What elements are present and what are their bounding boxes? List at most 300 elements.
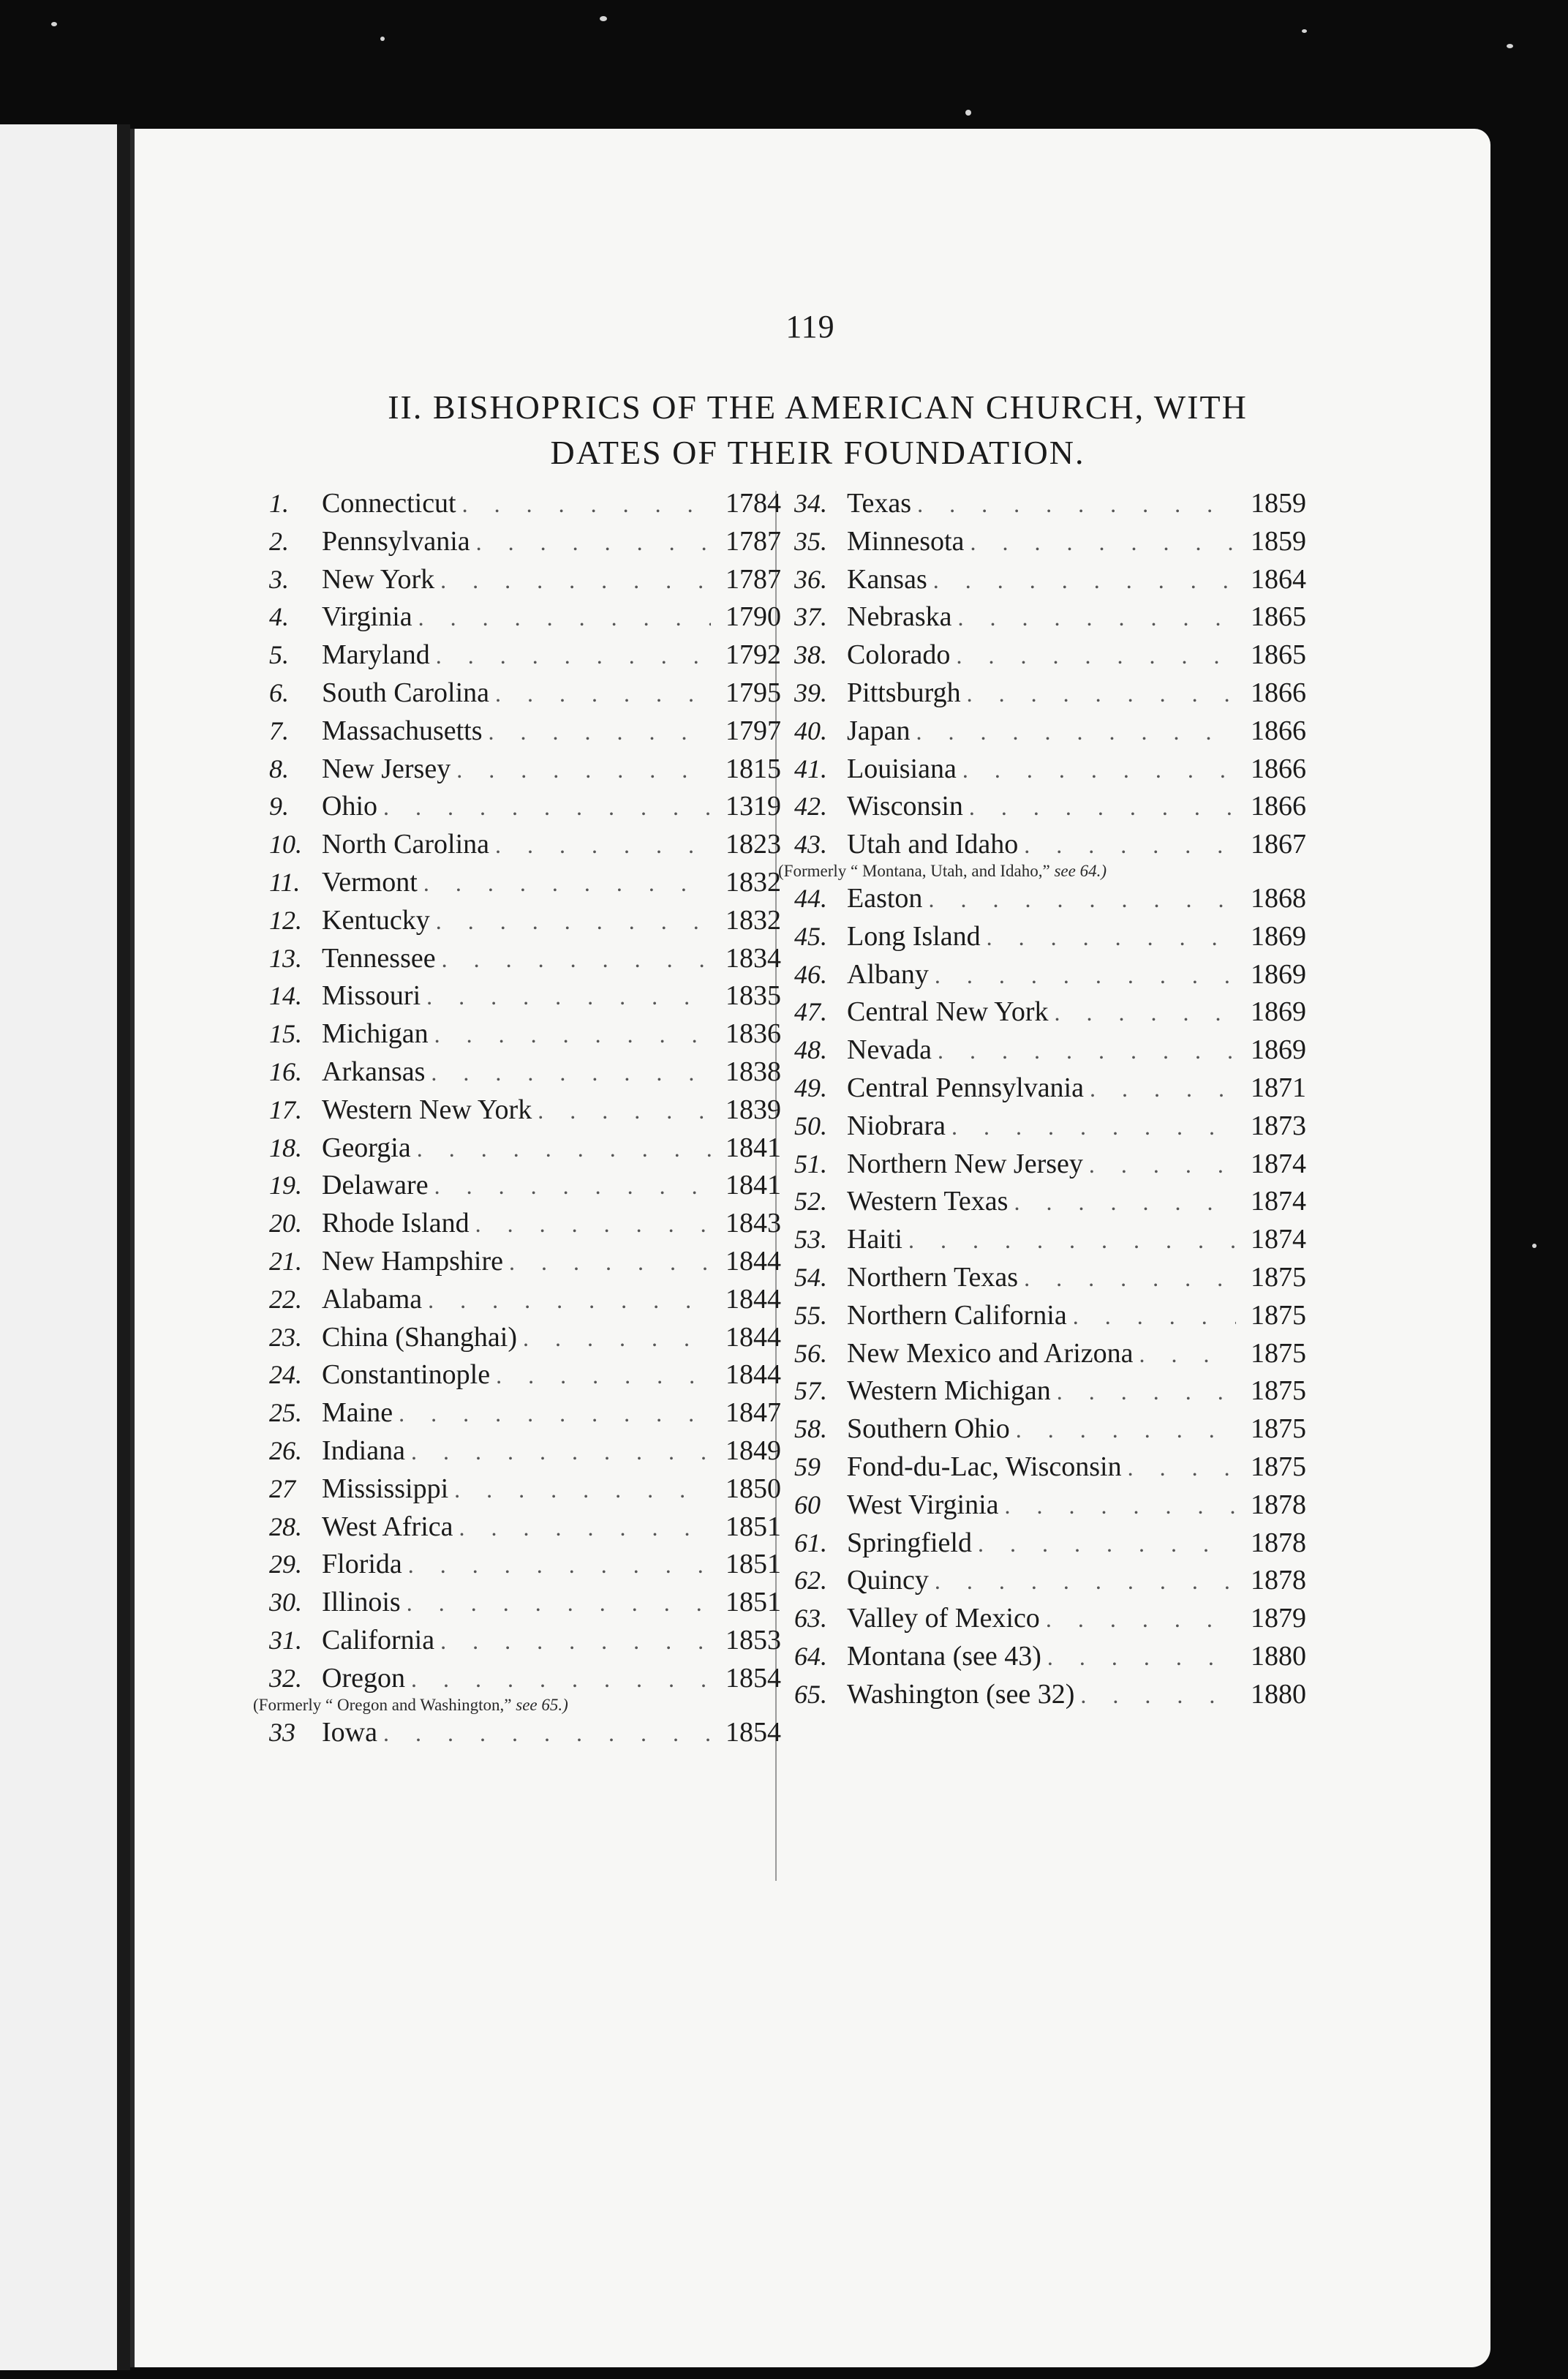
bishopric-entry [794,525,1306,563]
diocese-name: Central Pennsylvania [847,1072,1084,1103]
foundation-year: 1844 [725,1321,781,1353]
leader-dots [418,870,711,897]
diocese-name: Valley of Mexico [847,1603,1040,1634]
entry-number: 39. [794,677,827,707]
foundation-year: 1835 [725,980,781,1012]
bishopric-entry [794,639,1306,677]
diocese-name: China (Shanghai) [322,1321,518,1353]
foundation-year: 1847 [725,1397,781,1429]
leader-dots [470,1211,711,1238]
leader-dots [412,604,711,631]
foundation-year: 1875 [1251,1299,1306,1331]
entry-number: 29. [269,1549,302,1579]
bishopric-entry [794,1375,1306,1413]
dust-speck [1507,44,1513,48]
leader-dots [483,718,711,745]
leader-dots [957,756,1236,783]
leader-dots [951,604,1236,631]
diocese-name: Delaware [322,1170,429,1201]
leader-dots [961,680,1236,707]
foundation-year: 1869 [1251,920,1306,952]
diocese-name: Utah and Idaho [847,829,1019,860]
foundation-year: 1878 [1251,1527,1306,1558]
bishopric-entry [794,1148,1306,1186]
bishopric-entry [269,1397,781,1435]
diocese-name: Northern Texas [847,1261,1019,1293]
footnote [778,860,1306,882]
bishopric-entry [269,1716,781,1754]
leader-dots [911,718,1236,745]
bishopric-entry [269,715,781,753]
bishopric-entry [794,601,1306,639]
diocese-name: Springfield [847,1527,972,1558]
bishopric-entry [269,1624,781,1662]
diocese-name: Alabama [322,1283,423,1315]
bishopric-entry [794,1527,1306,1565]
leader-dots [1074,1682,1236,1709]
bishopric-entry [794,958,1306,996]
entry-number: 24. [269,1360,302,1390]
foundation-year: 1849 [725,1435,781,1466]
diocese-name: New York [322,563,435,595]
diocese-name: West Virginia [847,1489,999,1520]
entry-number: 55. [794,1300,827,1330]
bishopric-entry [269,866,781,904]
entry-number: 20. [269,1209,302,1239]
leader-dots [436,946,711,973]
leader-dots [434,567,711,594]
dust-speck [965,110,971,116]
bishopric-entry [794,1185,1306,1223]
leader-dots [453,1514,711,1541]
bishopric-entry [794,1413,1306,1451]
leader-dots [964,529,1236,556]
bishopric-entry [794,487,1306,525]
foundation-year: 1875 [1251,1337,1306,1369]
foundation-year: 1790 [725,601,781,633]
diocese-name: Illinois [322,1587,401,1618]
bishopric-entry [794,920,1306,958]
leader-dots [434,1628,711,1655]
entry-number: 4. [269,602,289,632]
bishopric-entry [269,1586,781,1624]
bishopric-entry [269,525,781,563]
bishopric-entry [269,487,781,525]
entry-number: 48. [794,1035,827,1065]
foundation-year: 1832 [725,904,781,936]
right-column [778,487,1306,1716]
leader-dots [911,491,1236,518]
entry-number: 45. [794,921,827,951]
diocese-name: Central New York [847,996,1049,1028]
entry-number: 51. [794,1149,827,1179]
diocese-name: Western New York [322,1094,532,1125]
entry-number: 15. [269,1019,302,1049]
diocese-name: Haiti [847,1224,902,1255]
entry-number: 56. [794,1338,827,1368]
leader-dots [517,1325,711,1352]
entry-number: 65. [794,1679,827,1709]
leader-dots [451,756,711,783]
heading-line-1: II. BISHOPRICS OF THE AMERICAN CHURCH, WITH [388,388,1248,426]
foundation-year: 1859 [1251,488,1306,519]
foundation-year: 1865 [1251,601,1306,633]
entry-number: 12. [269,905,302,935]
diocese-name: Florida [322,1549,402,1580]
foundation-year: 1853 [725,1624,781,1655]
leader-dots [1048,999,1236,1026]
leader-dots [421,983,711,1010]
bishopric-entry [794,753,1306,791]
bishopric-entry [794,1678,1306,1716]
footnote-reference: see 65.) [516,1695,568,1714]
foundation-year: 1823 [725,829,781,860]
leader-dots [1018,832,1236,859]
leader-dots [1122,1454,1236,1481]
diocese-name: Niobrara [847,1110,946,1141]
entry-number: 52. [794,1187,827,1217]
diocese-name: Constantinople [322,1359,491,1391]
diocese-name: California [322,1624,435,1655]
dust-speck [380,37,385,41]
entry-number: 21. [269,1246,302,1276]
diocese-name: Kansas [847,563,927,595]
leader-dots [929,1568,1236,1595]
bishopric-entry [269,1358,781,1397]
foundation-year: 1880 [1251,1640,1306,1672]
entry-number: 54. [794,1262,827,1292]
bishopric-entry [794,1299,1306,1337]
entry-number: 6. [269,677,289,707]
foundation-year: 1787 [725,563,781,595]
diocese-name: New Hampshire [322,1245,503,1277]
entry-number: 9. [269,792,289,822]
entry-number: 28. [269,1511,302,1541]
bishopric-entry [794,1489,1306,1527]
leader-dots [377,1720,711,1747]
footnote-reference: see 64.) [1054,861,1107,880]
entry-number: 26. [269,1435,302,1465]
leader-dots [402,1552,711,1579]
entry-number: 2. [269,526,289,556]
diocese-name: Nevada [847,1034,932,1066]
foundation-year: 1838 [725,1056,781,1087]
entry-number: 40. [794,715,827,745]
bishopric-entry [794,1451,1306,1489]
diocese-name: Long Island [847,920,981,952]
entry-number: 37. [794,602,827,632]
leader-dots [963,794,1236,821]
foundation-year: 1866 [1251,715,1306,746]
diocese-name: Massachusetts [322,715,483,746]
foundation-year: 1869 [1251,1034,1306,1066]
leader-dots [490,1362,711,1389]
foundation-year: 1871 [1251,1072,1306,1103]
diocese-name: Quincy [847,1565,929,1596]
entry-number: 5. [269,640,289,670]
entry-number: 17. [269,1094,302,1124]
foundation-year: 1874 [1251,1148,1306,1179]
bishopric-entry [269,753,781,791]
page-number: 119 [785,309,835,345]
diocese-name: Albany [847,958,929,990]
leader-dots [1083,1151,1236,1179]
diocese-name: Pennsylvania [322,525,470,557]
foundation-year: 1843 [725,1208,781,1239]
bishopric-entry [794,790,1306,828]
leader-dots [532,1097,711,1124]
diocese-name: Maryland [322,639,430,671]
bishopric-entry [269,1321,781,1359]
diocese-name: Easton [847,882,923,914]
bishopric-entry [794,563,1306,601]
leader-dots [393,1400,711,1427]
bishopric-entry [269,1094,781,1132]
foundation-year: 1851 [725,1511,781,1542]
diocese-name: Rhode Island [322,1208,470,1239]
entry-number: 46. [794,959,827,989]
book-page [130,129,1490,2367]
entry-number: 58. [794,1414,827,1444]
leader-dots [448,1476,711,1503]
foundation-year: 1319 [725,791,781,822]
foundation-year: 1834 [725,942,781,974]
entry-number: 3. [269,564,289,594]
entry-number: 14. [269,981,302,1011]
entry-number: 62. [794,1566,827,1596]
dust-speck [51,22,57,26]
foundation-year: 1869 [1251,996,1306,1028]
entry-number: 64. [794,1641,827,1671]
leader-dots [470,529,711,556]
entry-number: 41. [794,753,827,783]
entry-number: 22. [269,1284,302,1314]
bishopric-entry [794,715,1306,753]
diocese-name: Texas [847,488,912,519]
entry-number: 23. [269,1322,302,1352]
foundation-year: 1865 [1251,639,1306,671]
entry-number: 1. [269,489,289,518]
diocese-name: New Jersey [322,753,451,784]
dust-speck [600,16,607,21]
bishopric-entry [794,1072,1306,1110]
diocese-name: Northern California [847,1299,1067,1331]
bishopric-entry [794,1261,1306,1299]
leader-dots [932,1037,1236,1064]
foundation-year: 1878 [1251,1489,1306,1520]
entry-number: 16. [269,1056,302,1086]
leader-dots [456,491,711,518]
entry-number: 32. [269,1663,302,1693]
entry-number: 25. [269,1398,302,1428]
leader-dots [972,1530,1236,1557]
leader-dots [489,680,711,707]
bishopric-entry [794,1602,1306,1640]
leader-dots [946,1113,1236,1140]
diocese-name: Connecticut [322,488,456,519]
foundation-year: 1875 [1251,1413,1306,1445]
entry-number: 10. [269,830,302,860]
leader-dots [411,1135,711,1162]
entry-number: 42. [794,792,827,822]
foundation-year: 1841 [725,1170,781,1201]
dust-speck [1302,29,1307,33]
foundation-year: 1868 [1251,882,1306,914]
footnote-text: (Formerly “ Montana, Utah, and Idaho,” [778,861,1050,880]
foundation-year: 1879 [1251,1603,1306,1634]
diocese-name: Fond-du-Lac, Wisconsin [847,1451,1122,1482]
leader-dots [927,567,1236,594]
diocese-name: Maine [322,1397,393,1429]
bishopric-entry [269,1207,781,1245]
foundation-year: 1836 [725,1018,781,1050]
footnote [253,1694,781,1716]
diocese-name: Iowa [322,1716,377,1748]
leader-dots [377,794,711,821]
entry-number: 35. [794,526,827,556]
entry-number: 60 [794,1489,821,1519]
entry-number: 33 [269,1717,295,1747]
bishopric-entry [269,639,781,677]
bishopric-entry [269,1548,781,1586]
entry-number: 59 [794,1451,821,1481]
entry-number: 30. [269,1587,302,1617]
leader-dots [429,1173,711,1200]
bishopric-entry [269,828,781,866]
diocese-name: Western Michigan [847,1375,1051,1407]
foundation-year: 1875 [1251,1261,1306,1293]
entry-number: 27 [269,1473,295,1503]
foundation-year: 1866 [1251,753,1306,784]
foundation-year: 1850 [725,1473,781,1504]
leader-dots [405,1438,711,1465]
foundation-year: 1875 [1251,1451,1306,1482]
dust-speck [1532,1244,1537,1248]
diocese-name: Michigan [322,1018,429,1050]
entry-number: 19. [269,1170,302,1200]
foundation-year: 1797 [725,715,781,746]
page-gutter [117,124,130,2370]
diocese-name: Missouri [322,980,421,1012]
bishopric-entry [269,1018,781,1056]
diocese-name: Tennessee [322,942,436,974]
entry-number: 53. [794,1225,827,1255]
diocese-name: Virginia [322,601,412,633]
bishopric-entry [269,1473,781,1511]
foundation-year: 1875 [1251,1375,1306,1407]
bishopric-entry [269,1169,781,1207]
diocese-name: Kentucky [322,904,430,936]
leader-dots [922,886,1236,913]
page-heading [240,385,1395,476]
diocese-name: West Africa [322,1511,453,1542]
bishopric-entry [794,1640,1306,1678]
leader-dots [1134,1341,1237,1368]
bishopric-entry [269,1245,781,1283]
diocese-name: Pittsburgh [847,677,961,708]
diocese-name: Colorado [847,639,951,671]
bishopric-entry [794,1034,1306,1072]
entry-number: 50. [794,1110,827,1140]
bishopric-entry [269,677,781,715]
foundation-year: 1832 [725,866,781,898]
entry-number: 49. [794,1072,827,1102]
foundation-year: 1851 [725,1549,781,1580]
leader-dots [1040,1606,1236,1633]
foundation-year: 1874 [1251,1224,1306,1255]
footnote-text: (Formerly “ Oregon and Washington,” [253,1695,512,1714]
entry-number: 13. [269,943,302,973]
bishopric-entry [269,904,781,942]
bishopric-entry [269,942,781,980]
leader-dots [1051,1378,1236,1405]
leader-dots [1018,1265,1236,1292]
diocese-name: South Carolina [322,677,490,708]
entry-number: 47. [794,997,827,1027]
leader-dots [1010,1416,1236,1443]
foundation-year: 1854 [725,1662,781,1694]
diocese-name: Indiana [322,1435,405,1466]
diocese-name: Mississippi [322,1473,449,1504]
foundation-year: 1795 [725,677,781,708]
diocese-name: Montana (see 43) [847,1640,1041,1672]
foundation-year: 1867 [1251,829,1306,860]
foundation-year: 1787 [725,525,781,557]
entry-number: 61. [794,1527,827,1557]
leader-dots [422,1287,711,1314]
diocese-name: Vermont [322,866,418,898]
entry-number: 18. [269,1132,302,1162]
foundation-year: 1866 [1251,791,1306,822]
foundation-year: 1869 [1251,958,1306,990]
entry-number: 38. [794,640,827,670]
foundation-year: 1874 [1251,1186,1306,1217]
foundation-year: 1839 [725,1094,781,1125]
diocese-name: Japan [847,715,911,746]
entry-number: 34. [794,489,827,518]
diocese-name: Southern Ohio [847,1413,1010,1445]
bishopric-entry [269,1283,781,1321]
foundation-year: 1844 [725,1283,781,1315]
bishopric-entry [269,1132,781,1170]
leader-dots [1067,1303,1236,1330]
leader-dots [902,1227,1236,1254]
leader-dots [950,642,1236,669]
bishopric-entry [269,601,781,639]
entry-number: 8. [269,753,289,783]
facing-page-edge [0,124,117,2370]
bishopric-entry [794,1564,1306,1602]
diocese-name: Western Texas [847,1186,1009,1217]
leader-dots [489,832,711,859]
diocese-name: Arkansas [322,1056,426,1087]
foundation-year: 1844 [725,1359,781,1391]
leader-dots [425,1059,711,1086]
foundation-year: 1844 [725,1245,781,1277]
bishopric-entry [794,1337,1306,1375]
foundation-year: 1873 [1251,1110,1306,1141]
leader-dots [1008,1189,1236,1216]
diocese-name: Northern New Jersey [847,1148,1083,1179]
leader-dots [430,642,711,669]
foundation-year: 1841 [725,1132,781,1163]
leader-dots [1041,1644,1236,1671]
bishopric-entry [269,980,781,1018]
bishopric-entry [269,790,781,828]
diocese-name: North Carolina [322,829,490,860]
entry-number: 44. [794,883,827,913]
foundation-year: 1815 [725,753,781,784]
